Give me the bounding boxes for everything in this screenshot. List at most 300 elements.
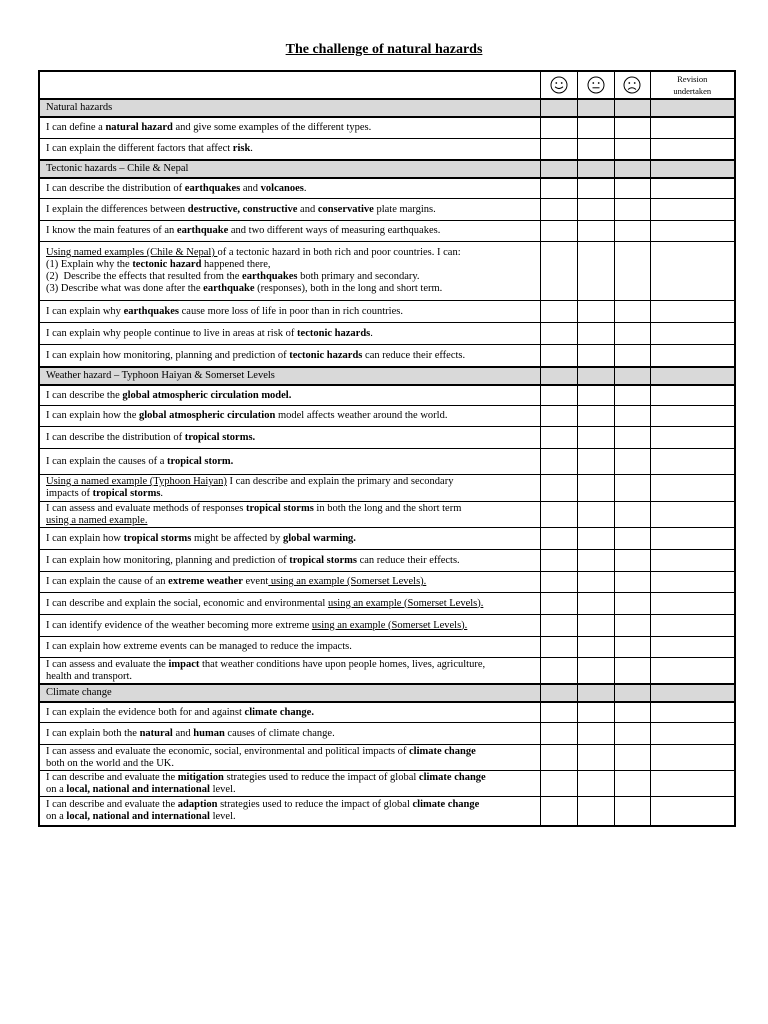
statement-cell	[39, 117, 540, 139]
checkbox-happy[interactable]	[540, 771, 577, 797]
checkbox-neutral[interactable]	[577, 745, 614, 771]
revision-cell[interactable]	[650, 723, 735, 745]
revision-cell[interactable]	[650, 745, 735, 771]
checkbox-neutral[interactable]	[577, 427, 614, 449]
statement-cell	[39, 139, 540, 161]
statement-text: I can explain the different factors that affect	[46, 143, 233, 154]
revision-cell[interactable]	[650, 593, 735, 615]
checkbox-happy[interactable]	[540, 117, 577, 139]
checkbox-neutral[interactable]	[577, 199, 614, 221]
revision-cell[interactable]	[650, 615, 735, 637]
statement-cell	[39, 502, 540, 528]
statement-text: causes of climate change.	[224, 727, 335, 739]
statement-text: I can describe and explain the primary and secondary	[226, 476, 454, 487]
revision-cell[interactable]	[650, 178, 735, 199]
statement-line	[46, 328, 540, 340]
statement-line	[46, 183, 540, 195]
checkbox-happy[interactable]	[540, 502, 577, 528]
revision-cell[interactable]	[650, 139, 735, 161]
checkbox-happy[interactable]	[540, 528, 577, 550]
statement-cell	[39, 323, 540, 345]
statement-text: I can describe the distribution of	[46, 431, 185, 443]
statement-line	[46, 555, 540, 567]
bold-term: climate change	[412, 799, 480, 810]
statement-cell	[39, 449, 540, 475]
bold-term: earthquakes	[184, 182, 241, 194]
checkbox-happy[interactable]	[540, 199, 577, 221]
bold-term: human	[193, 727, 225, 739]
checkbox-neutral[interactable]	[577, 771, 614, 797]
checkbox-happy[interactable]	[540, 449, 577, 475]
statement-cell	[39, 475, 540, 502]
statement-cell	[39, 406, 540, 427]
statement-row	[39, 528, 735, 550]
statement-cell	[39, 615, 540, 637]
smiley-happy-icon	[550, 76, 568, 94]
statement-cell	[39, 345, 540, 368]
statement-cell	[39, 427, 540, 449]
checkbox-neutral[interactable]	[577, 323, 614, 345]
smiley-sad-icon	[623, 76, 641, 94]
statement-text: happened there,	[201, 259, 271, 270]
checkbox-sad[interactable]	[614, 117, 650, 139]
checkbox-happy[interactable]	[540, 221, 577, 242]
underlined-phrase: Using a named example (Typhoon Haiyan)	[46, 476, 227, 487]
page-title: The challenge of natural hazards	[285, 42, 483, 57]
checkbox-neutral[interactable]	[577, 221, 614, 242]
checkbox-neutral[interactable]	[577, 449, 614, 475]
bold-term: climate change.	[244, 706, 314, 718]
statement-text: both primary and secondary.	[297, 271, 420, 282]
header-row	[39, 71, 735, 99]
section-empty-cell	[540, 367, 577, 385]
revision-cell[interactable]	[650, 475, 735, 502]
statement-text: I can define a	[46, 122, 106, 133]
statement-row	[39, 702, 735, 723]
revision-cell[interactable]	[650, 637, 735, 658]
checkbox-happy[interactable]	[540, 427, 577, 449]
statement-line	[46, 259, 540, 271]
section-empty-cell	[650, 367, 735, 385]
checkbox-neutral[interactable]	[577, 385, 614, 406]
statement-line	[46, 707, 540, 719]
checkbox-happy[interactable]	[540, 139, 577, 161]
bold-term: tropical storm.	[167, 455, 234, 467]
checkbox-sad[interactable]	[614, 427, 650, 449]
statement-row	[39, 745, 735, 771]
statement-line	[46, 456, 540, 468]
revision-cell[interactable]	[650, 658, 735, 685]
statement-row	[39, 178, 735, 199]
statement-line	[46, 772, 540, 784]
checkbox-happy[interactable]	[540, 593, 577, 615]
statement-text: .	[303, 182, 307, 194]
statement-row	[39, 323, 735, 345]
checkbox-neutral[interactable]	[577, 475, 614, 502]
statement-text: level.	[209, 783, 236, 795]
statement-text: I can explain how	[46, 532, 124, 544]
bold-term: destructive, constructive	[187, 203, 298, 215]
statement-text: I can identify evidence of the weather becoming more extreme	[46, 619, 312, 631]
statement-row	[39, 637, 735, 658]
checkbox-sad[interactable]	[614, 502, 650, 528]
statement-line	[46, 350, 540, 362]
bold-term: global warming.	[282, 532, 356, 544]
section-empty-cell	[614, 160, 650, 178]
statement-text: I can assess and evaluate the economic, social, environmental and political impacts of	[46, 745, 409, 757]
statement-cell	[39, 745, 540, 771]
revision-cell[interactable]	[650, 528, 735, 550]
checkbox-sad[interactable]	[614, 593, 650, 615]
statement-text: event	[242, 576, 269, 587]
bold-term: tectonic hazards	[289, 349, 363, 361]
checkbox-sad[interactable]	[614, 242, 650, 301]
section-empty-cell	[540, 160, 577, 178]
underlined-phrase: using a named example.	[46, 514, 148, 526]
checkbox-happy[interactable]	[540, 550, 577, 572]
statement-row	[39, 475, 735, 502]
statement-line	[46, 247, 540, 259]
checkbox-sad[interactable]	[614, 702, 650, 723]
checkbox-sad[interactable]	[614, 301, 650, 323]
checkbox-happy[interactable]	[540, 242, 577, 301]
checkbox-happy[interactable]	[540, 385, 577, 406]
statement-cell	[39, 658, 540, 685]
checkbox-happy[interactable]	[540, 406, 577, 427]
revision-cell[interactable]	[650, 550, 735, 572]
checkbox-sad[interactable]	[614, 723, 650, 745]
statement-row	[39, 550, 735, 572]
checkbox-happy[interactable]	[540, 178, 577, 199]
statement-line	[46, 225, 540, 237]
statement-text: .	[160, 488, 164, 499]
statement-row	[39, 117, 735, 139]
checkbox-sad[interactable]	[614, 658, 650, 685]
checkbox-happy[interactable]	[540, 301, 577, 323]
checkbox-happy[interactable]	[540, 323, 577, 345]
statement-cell	[39, 550, 540, 572]
statement-text: I can explain how monitoring, planning and prediction of	[46, 349, 290, 361]
checkbox-sad[interactable]	[614, 637, 650, 658]
statement-line	[46, 515, 540, 527]
checkbox-sad[interactable]	[614, 199, 650, 221]
statement-row	[39, 572, 735, 593]
revision-cell[interactable]	[650, 427, 735, 449]
checkbox-sad[interactable]	[614, 385, 650, 406]
section-empty-cell	[650, 160, 735, 178]
checkbox-sad[interactable]	[614, 550, 650, 572]
checkbox-sad[interactable]	[614, 771, 650, 797]
statement-cell	[39, 702, 540, 723]
statement-line	[46, 432, 540, 444]
checkbox-sad[interactable]	[614, 178, 650, 199]
statement-text: I can explain how monitoring, planning and prediction of	[46, 554, 290, 566]
section-empty-cell	[577, 160, 614, 178]
bold-term: global atmospheric circulation model.	[122, 389, 292, 401]
statement-text: strategies used to reduce the impact of global	[223, 771, 419, 783]
statement-text: I explain the differences between	[46, 203, 188, 215]
statement-line	[46, 746, 540, 758]
statement-cell	[39, 199, 540, 221]
statement-cell	[39, 572, 540, 593]
statement-text: I can explain how the	[46, 410, 140, 421]
bold-term: tropical storms	[289, 554, 357, 566]
section-empty-cell	[650, 684, 735, 702]
section-header-row	[39, 99, 735, 117]
statement-row	[39, 615, 735, 637]
section-heading: Tectonic hazards – Chile & Nepal	[39, 160, 540, 178]
section-header-row	[39, 160, 735, 178]
revision-cell[interactable]	[650, 345, 735, 368]
checkbox-neutral[interactable]	[577, 117, 614, 139]
checkbox-sad[interactable]	[614, 797, 650, 827]
statement-line	[46, 799, 540, 811]
checkbox-neutral[interactable]	[577, 345, 614, 368]
section-empty-cell	[577, 684, 614, 702]
section-heading: Weather hazard – Typhoon Haiyan & Somerset Levels	[39, 367, 540, 385]
checkbox-neutral[interactable]	[577, 139, 614, 161]
statement-text: level.	[209, 811, 236, 822]
section-header-row	[39, 367, 735, 385]
bold-term: global atmospheric circulation	[139, 410, 276, 421]
statement-line	[46, 390, 540, 402]
statement-cell	[39, 221, 540, 242]
checkbox-neutral[interactable]	[577, 615, 614, 637]
bold-term: local, national and international	[66, 783, 210, 795]
checkbox-happy[interactable]	[540, 702, 577, 723]
statement-text: I can assess and evaluate methods of responses	[46, 502, 247, 514]
section-empty-cell	[614, 367, 650, 385]
statement-row	[39, 427, 735, 449]
checkbox-sad[interactable]	[614, 615, 650, 637]
checkbox-sad[interactable]	[614, 528, 650, 550]
checkbox-neutral[interactable]	[577, 502, 614, 528]
checkbox-happy[interactable]	[540, 797, 577, 827]
statement-text: I can explain both the	[46, 727, 140, 739]
statement-row	[39, 345, 735, 368]
checkbox-neutral[interactable]	[577, 301, 614, 323]
statement-row	[39, 502, 735, 528]
statement-text: I can explain why	[46, 305, 124, 317]
statement-row	[39, 221, 735, 242]
statement-text: strategies used to reduce the impact of global	[217, 799, 413, 810]
bold-term: conservative	[317, 203, 374, 215]
statement-text: model affects weather around the world.	[275, 410, 448, 421]
statement-text: and two different ways of measuring earthquakes.	[228, 225, 441, 236]
revision-cell[interactable]	[650, 572, 735, 593]
checkbox-happy[interactable]	[540, 723, 577, 745]
statement-line	[46, 306, 540, 318]
checkbox-neutral[interactable]	[577, 658, 614, 685]
bold-term: adaption	[177, 799, 218, 810]
bold-term: climate change	[409, 745, 476, 757]
statement-text: I can explain how extreme events can be managed to reduce the impacts.	[46, 641, 352, 652]
statement-text: I can describe the distribution of	[46, 182, 185, 194]
statement-text: .	[370, 327, 373, 339]
statement-cell	[39, 593, 540, 615]
checkbox-neutral[interactable]	[577, 406, 614, 427]
bold-term: earthquakes	[123, 305, 179, 317]
revision-cell[interactable]	[650, 221, 735, 242]
statement-line	[46, 620, 540, 632]
bold-term: tectonic hazard	[132, 259, 202, 270]
statement-cell	[39, 528, 540, 550]
statement-cell	[39, 637, 540, 658]
smiley-neutral-icon	[587, 76, 605, 94]
statement-text: I can explain why people continue to live in areas at risk of	[46, 327, 298, 339]
statement-text: impacts of	[46, 488, 93, 499]
checkbox-sad[interactable]	[614, 139, 650, 161]
statement-line	[46, 598, 540, 610]
checkbox-neutral[interactable]	[577, 528, 614, 550]
revision-cell[interactable]	[650, 449, 735, 475]
section-empty-cell	[614, 99, 650, 117]
checkbox-neutral[interactable]	[577, 797, 614, 827]
checkbox-happy[interactable]	[540, 637, 577, 658]
bold-term: climate change	[418, 771, 486, 783]
header-happy-cell	[540, 71, 577, 99]
statement-line	[46, 271, 540, 283]
bold-term: risk	[232, 143, 251, 154]
statement-line	[46, 659, 540, 671]
statement-line	[46, 784, 540, 796]
statement-text: that weather conditions have upon people homes, lives, agriculture,	[199, 658, 486, 670]
section-empty-cell	[540, 684, 577, 702]
checkbox-sad[interactable]	[614, 323, 650, 345]
statement-row	[39, 723, 735, 745]
revision-cell[interactable]	[650, 242, 735, 301]
statement-text: (1) Explain why the	[46, 259, 133, 270]
checkbox-neutral[interactable]	[577, 178, 614, 199]
header-blank-cell	[39, 71, 540, 99]
checkbox-sad[interactable]	[614, 345, 650, 368]
bold-term: extreme weather	[168, 576, 243, 587]
revision-cell[interactable]	[650, 385, 735, 406]
checkbox-neutral[interactable]	[577, 550, 614, 572]
statement-row	[39, 242, 735, 301]
underlined-phrase: using an example (Somerset Levels).	[311, 619, 468, 631]
statement-line	[46, 283, 540, 295]
revision-label-line2: undertaken	[673, 86, 712, 96]
checkbox-sad[interactable]	[614, 221, 650, 242]
statement-text: plate margins.	[373, 203, 436, 215]
statement-line	[46, 143, 540, 155]
revision-cell[interactable]	[650, 199, 735, 221]
statement-line	[46, 758, 540, 770]
underlined-phrase: using an example (Somerset Levels).	[327, 597, 484, 609]
checkbox-happy[interactable]	[540, 745, 577, 771]
underlined-phrase: Using named examples (Chile & Nepal)	[46, 247, 218, 258]
section-empty-cell	[650, 99, 735, 117]
revision-cell[interactable]	[650, 797, 735, 827]
section-empty-cell	[577, 367, 614, 385]
checkbox-sad[interactable]	[614, 449, 650, 475]
bold-term: natural	[139, 727, 173, 739]
checkbox-happy[interactable]	[540, 658, 577, 685]
statement-text: can reduce their effects.	[356, 554, 460, 566]
statement-text: (2) Describe the effects that resulted from the	[46, 271, 243, 282]
checkbox-sad[interactable]	[614, 745, 650, 771]
bold-term: volcanoes	[260, 182, 304, 194]
statement-text: on a	[46, 783, 67, 795]
bold-term: earthquakes	[242, 271, 298, 282]
statement-line	[46, 671, 540, 683]
revision-label-line1: Revision	[677, 74, 708, 84]
statement-cell	[39, 771, 540, 797]
checklist-table	[38, 70, 736, 827]
bold-term: earthquake	[176, 225, 229, 236]
checkbox-sad[interactable]	[614, 406, 650, 427]
statement-text: in both the long and the short term	[313, 502, 462, 514]
checkbox-neutral[interactable]	[577, 637, 614, 658]
revision-cell[interactable]	[650, 117, 735, 139]
statement-text: I know the main features of an	[46, 225, 177, 236]
revision-cell[interactable]	[650, 301, 735, 323]
checkbox-happy[interactable]	[540, 615, 577, 637]
bold-term: mitigation	[177, 771, 224, 783]
statement-line	[46, 476, 540, 488]
bold-term: tropical storms	[92, 488, 161, 499]
checkbox-happy[interactable]	[540, 572, 577, 593]
underlined-phrase: using an example (Somerset Levels).	[268, 576, 427, 587]
statement-text: cause more loss of life in poor than in rich countries.	[179, 305, 403, 317]
bold-term: earthquake	[203, 283, 255, 294]
statement-text: (responses), both in the long and short term.	[254, 283, 443, 294]
statement-cell	[39, 385, 540, 406]
statement-text: might be affected by	[191, 532, 283, 544]
statement-text: I can describe the	[46, 389, 123, 401]
statement-row	[39, 658, 735, 685]
statement-text: I can explain the cause of an	[46, 576, 169, 587]
statement-text: I can describe and evaluate the	[46, 799, 178, 810]
checkbox-neutral[interactable]	[577, 723, 614, 745]
section-header-row	[39, 684, 735, 702]
checkbox-neutral[interactable]	[577, 702, 614, 723]
statement-text: both on the world and the UK.	[46, 757, 175, 769]
statement-row	[39, 139, 735, 161]
checkbox-sad[interactable]	[614, 475, 650, 502]
statement-text: of a tectonic hazard in both rich and poor countries. I can:	[217, 247, 461, 258]
checkbox-happy[interactable]	[540, 475, 577, 502]
revision-cell[interactable]	[650, 323, 735, 345]
statement-text: and give some examples of the different types.	[172, 122, 372, 133]
revision-cell[interactable]	[650, 771, 735, 797]
revision-cell[interactable]	[650, 702, 735, 723]
header-revision-cell	[650, 71, 735, 99]
bold-term: local, national and international	[66, 811, 210, 822]
checkbox-happy[interactable]	[540, 345, 577, 368]
statement-line	[46, 488, 540, 500]
statement-text: .	[250, 143, 253, 154]
statement-text: and	[172, 727, 194, 739]
statement-row	[39, 449, 735, 475]
section-heading: Climate change	[39, 684, 540, 702]
revision-cell[interactable]	[650, 502, 735, 528]
checkbox-sad[interactable]	[614, 572, 650, 593]
statement-line	[46, 122, 540, 134]
checkbox-neutral[interactable]	[577, 593, 614, 615]
statement-row	[39, 385, 735, 406]
revision-cell[interactable]	[650, 406, 735, 427]
statement-line	[46, 728, 540, 740]
statement-text: I can assess and evaluate the	[46, 658, 169, 670]
statement-cell	[39, 723, 540, 745]
statement-text: on a	[46, 811, 67, 822]
checkbox-neutral[interactable]	[577, 242, 614, 301]
checkbox-neutral[interactable]	[577, 572, 614, 593]
statement-text: (3) Describe what was done after the	[46, 283, 204, 294]
statement-row	[39, 301, 735, 323]
